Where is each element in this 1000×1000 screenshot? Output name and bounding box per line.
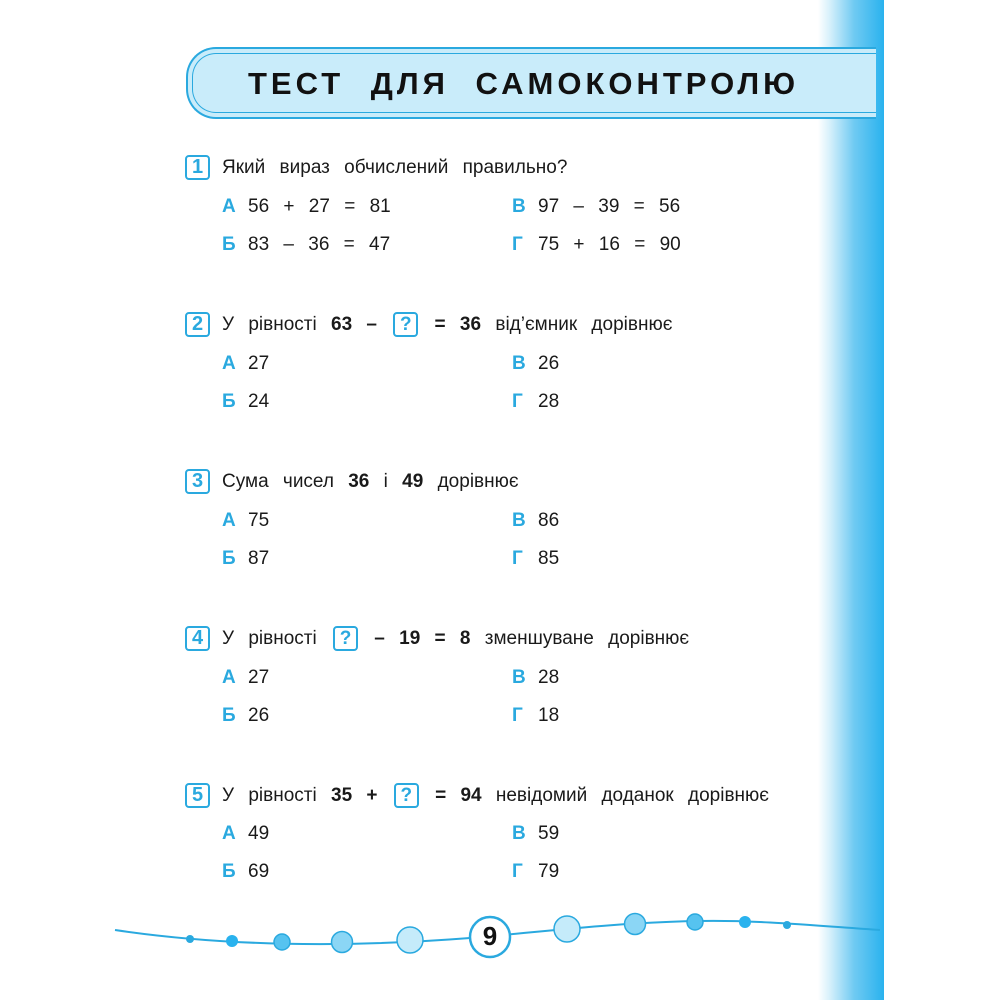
- option-text: 27: [248, 353, 270, 374]
- unknown-box: ?: [393, 312, 418, 337]
- option-letter: А: [222, 667, 236, 688]
- option-text: 83 – 36 = 47: [248, 234, 391, 255]
- bubble: [625, 914, 646, 935]
- question-number: 3: [185, 469, 210, 494]
- option-letter: Г: [512, 234, 523, 255]
- option-text: 26: [248, 705, 270, 726]
- question-number: 4: [185, 626, 210, 651]
- question-pre: У рівності: [222, 628, 317, 649]
- option-text: 18: [538, 705, 560, 726]
- option-letter: Г: [512, 705, 523, 726]
- question-number: 1: [185, 155, 210, 180]
- option-text: 75: [248, 510, 270, 531]
- option-text: 97 – 39 = 56: [538, 196, 681, 217]
- question-post: невідомий доданок дорівнює: [495, 785, 769, 806]
- bubble: [332, 932, 353, 953]
- bubble: [554, 916, 580, 942]
- option-text: 26: [538, 353, 560, 374]
- option-text: 28: [538, 391, 560, 412]
- bubble: [687, 914, 703, 930]
- page-number: 9: [482, 921, 498, 951]
- option-text: 85: [538, 548, 560, 569]
- option-letter: Г: [512, 861, 523, 882]
- question-pre: У рівності: [222, 785, 317, 806]
- option-letter: В: [512, 510, 526, 531]
- bubble: [274, 934, 290, 950]
- bubble: [739, 916, 751, 928]
- option-text: 56 + 27 = 81: [248, 196, 391, 217]
- option-text: 28: [538, 667, 560, 688]
- unknown-box: ?: [394, 783, 419, 808]
- option-letter: Г: [512, 548, 523, 569]
- bubble: [397, 927, 423, 953]
- option-letter: А: [222, 353, 236, 374]
- question-number: 5: [185, 783, 210, 808]
- bubble: [186, 935, 194, 943]
- option-letter: В: [512, 667, 526, 688]
- option-letter: Б: [222, 234, 236, 255]
- option-text: 75 + 16 = 90: [538, 234, 681, 255]
- question-post: дорівнює: [437, 471, 519, 492]
- option-letter: Б: [222, 861, 236, 882]
- page-title: ТЕСТ ДЛЯ САМОКОНТРОЛЮ: [248, 66, 800, 101]
- option-letter: Б: [222, 705, 236, 726]
- option-text: 86: [538, 510, 560, 531]
- option-letter: А: [222, 510, 236, 531]
- option-text: 24: [248, 391, 270, 412]
- option-letter: Г: [512, 391, 523, 412]
- equation-part-b: – 19 = 8: [374, 628, 471, 649]
- question-text: Який вираз обчислений правильно?: [222, 157, 568, 178]
- option-text: 59: [538, 823, 560, 844]
- bubble: [783, 921, 791, 929]
- option-text: 79: [538, 861, 560, 882]
- option-letter: Б: [222, 548, 236, 569]
- equation-part-a: 35 +: [331, 785, 378, 806]
- question-pre: У рівності: [222, 314, 317, 335]
- equation-part-b: = 94: [435, 785, 482, 806]
- number-1: 36: [348, 471, 370, 492]
- option-letter: А: [222, 823, 236, 844]
- option-letter: А: [222, 196, 236, 217]
- question-mid: і: [383, 471, 388, 492]
- option-text: 27: [248, 667, 270, 688]
- number-2: 49: [402, 471, 424, 492]
- unknown-box: ?: [333, 626, 358, 651]
- equation-part-b: = 36: [434, 314, 482, 335]
- bubble: [226, 935, 238, 947]
- question-pre: Сума чисел: [222, 471, 334, 492]
- option-text: 87: [248, 548, 270, 569]
- option-letter: Б: [222, 391, 236, 412]
- question-post: зменшуване дорівнює: [484, 628, 690, 649]
- option-letter: В: [512, 823, 526, 844]
- option-letter: В: [512, 353, 526, 374]
- option-text: 49: [248, 823, 270, 844]
- question-number: 2: [185, 312, 210, 337]
- equation-part-a: 63 –: [331, 314, 377, 335]
- question-post: від’ємник дорівнює: [495, 314, 673, 335]
- option-letter: В: [512, 196, 526, 217]
- option-text: 69: [248, 861, 270, 882]
